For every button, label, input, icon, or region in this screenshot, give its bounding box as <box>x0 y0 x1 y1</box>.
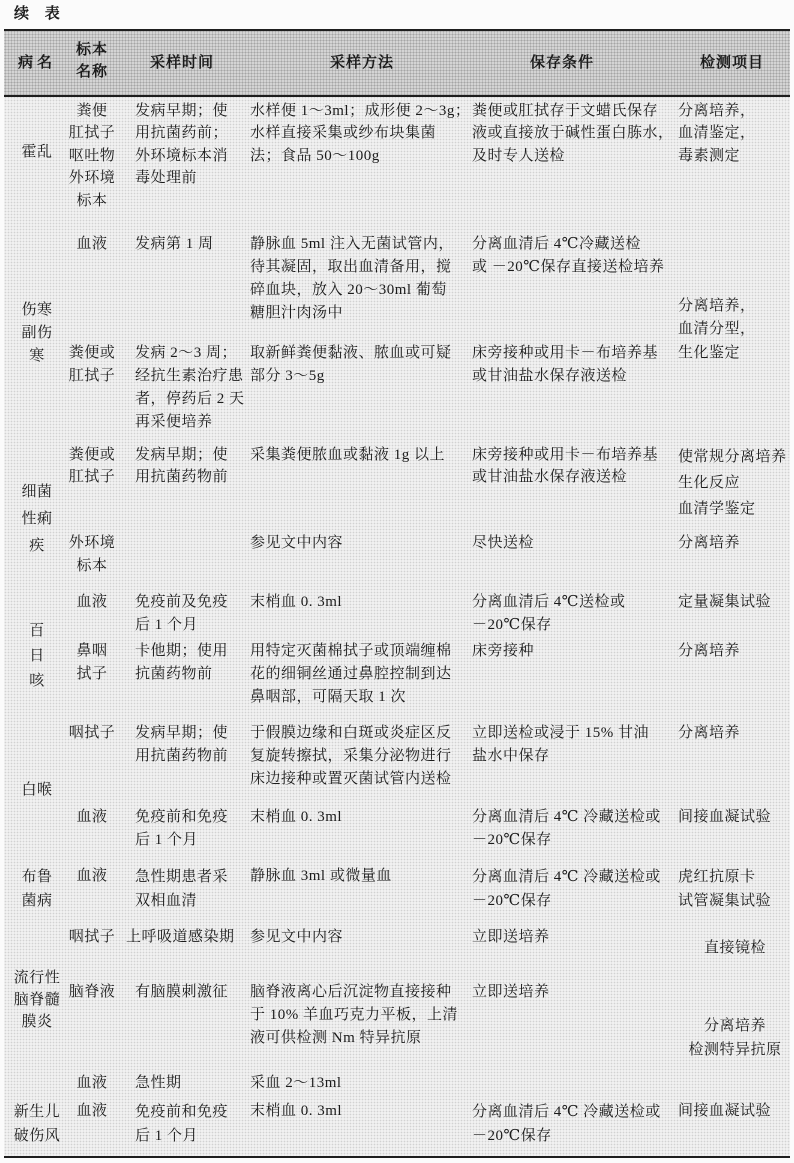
sampling-time-cell: 上呼吸道感染期 <box>126 928 235 945</box>
test-items-cell: 间接血凝试验 <box>678 808 772 825</box>
test-items-cell: 分离培养 <box>678 534 741 551</box>
storage-condition-cell: 分离血清后 4℃送检或 －20℃保存 <box>472 593 626 633</box>
sampling-method-cell: 静脉血 5ml 注入无菌试管内， 待其凝固，取出血清备用，搅 碎血块，放入 20～30ml 葡萄 糖胆汁肉汤中 <box>250 235 454 321</box>
sampling-method-cell: 水样便 1～3ml；成形便 2～3g； 水样直接采集或纱布块集菌 法；食品 50～100g <box>250 102 471 164</box>
storage-condition-cell: 分离血清后 4℃ 冷藏送检或 －20℃保存 <box>472 1103 661 1144</box>
specimen-cell: 粪便 肛拭子 呕吐物 外环境 标本 <box>68 102 116 209</box>
disease-name: 新生儿 破伤风 <box>13 1103 61 1144</box>
disease-name: 细菌 性痢 疾 <box>21 483 53 554</box>
specimen-cell: 粪便或 肛拭子 <box>68 446 116 485</box>
storage-condition-cell: 床旁接种或用卡－布培养基 或甘油盐水保存液送检 <box>472 446 659 485</box>
sampling-method-cell: 末梢血 0. 3ml <box>250 593 343 610</box>
bottom-rule <box>4 1156 790 1158</box>
sampling-method-cell: 静脉血 3ml 或微量血 <box>250 867 392 884</box>
sampling-time-cell: 发病早期；使 用抗菌药物前 <box>135 446 229 485</box>
sampling-time-cell: 发病早期；使 用抗菌药物前 <box>135 724 229 764</box>
test-items-cell: 使常规分离培养 生化反应 血清学鉴定 <box>678 448 787 517</box>
sampling-method-cell: 脑脊液离心后沉淀物直接接种 于 10% 羊血巧克力平板，上清 液可供检测 Nm 特异抗原 <box>250 983 458 1046</box>
sampling-time-cell: 有脑膜刺激征 <box>135 983 229 1000</box>
storage-condition-cell: 分离血清后 4℃ 冷藏送检或 －20℃保存 <box>472 868 661 909</box>
sampling-time-cell: 急性期患者采 双相血清 <box>135 868 229 909</box>
test-items-cell: 分离培养 检测特异抗原 <box>688 1017 782 1058</box>
sampling-method-cell: 采集粪便脓血或黏液 1g 以上 <box>250 446 446 463</box>
storage-condition-cell: 立即送培养 <box>472 983 550 1000</box>
disease-name: 伤寒 副伤 寒 <box>21 301 53 364</box>
specimen-cell: 鼻咽 拭子 <box>76 642 108 682</box>
specimen-cell: 血液 <box>76 1074 108 1091</box>
sampling-time-cell: 发病第 1 周 <box>135 235 214 252</box>
specimen-cell: 咽拭子 <box>68 724 116 741</box>
sampling-time-cell: 急性期 <box>135 1074 182 1091</box>
test-items-cell: 分离培养 <box>678 642 741 659</box>
storage-condition-cell: 立即送检或浸于 15% 甘油 盐水中保存 <box>472 724 649 764</box>
specimen-cell: 血液 <box>76 1102 108 1119</box>
disease-name: 白喉 <box>21 781 53 798</box>
storage-condition-cell: 立即送培养 <box>472 928 550 945</box>
sampling-time-cell: 免疫前和免疫 后 1 个月 <box>135 1103 229 1144</box>
sampling-method-cell: 末梢血 0. 3ml <box>250 1102 343 1119</box>
storage-condition-cell: 床旁接种或用卡－布培养基 或甘油盐水保存液送检 <box>472 344 659 384</box>
header-test-items: 检测项目 <box>700 55 765 71</box>
sampling-method-cell: 参见文中内容 <box>250 534 344 551</box>
sampling-time-cell: 免疫前及免疫 后 1 个月 <box>135 593 229 633</box>
table-caption: 续 表 <box>14 6 66 22</box>
sampling-time-cell: 卡他期；使用 抗菌药物前 <box>135 642 229 682</box>
test-items-cell: 分离培养， 血清鉴定， 毒素测定 <box>678 102 756 164</box>
sampling-method-cell: 于假膜边缘和白斑或炎症区反 复旋转擦拭，采集分泌物进行 床边接种或置灭菌试管内送检 <box>250 724 452 787</box>
test-items-cell: 分离培养， 血清分型， 生化鉴定 <box>678 297 756 361</box>
disease-name: 百 日 咳 <box>29 622 45 689</box>
specimen-cell: 血液 <box>76 235 108 252</box>
header-specimen: 标本 名称 <box>75 42 108 80</box>
sampling-method-cell: 用特定灭菌棉拭子或顶端缠棉 花的细铜丝通过鼻腔控制到达 鼻咽部，可隔天取 1 次 <box>250 642 452 705</box>
sampling-time-cell: 发病早期；使 用抗菌药前； 外环境标本消 毒处理前 <box>135 102 229 186</box>
test-items-cell: 分离培养 <box>678 724 741 741</box>
test-items-cell: 直接镜检 <box>703 939 766 956</box>
sampling-method-cell: 参见文中内容 <box>250 928 344 945</box>
specimen-cell: 血液 <box>76 593 108 610</box>
header-disease: 病名 <box>17 55 56 71</box>
storage-condition-cell: 分离血清后 4℃ 冷藏送检或 －20℃保存 <box>472 808 661 848</box>
header-sampling-time: 采样时间 <box>150 55 215 71</box>
disease-name: 流行性 脑脊髓 膜炎 <box>13 969 61 1030</box>
specimen-cell: 咽拭子 <box>68 928 116 945</box>
storage-condition-cell: 尽快送检 <box>472 534 535 551</box>
specimen-cell: 血液 <box>76 808 108 825</box>
header-sampling-method: 采样方法 <box>330 55 395 71</box>
top-rule <box>4 29 790 31</box>
disease-name: 布鲁 菌病 <box>21 868 53 909</box>
header-rule <box>4 95 790 97</box>
test-items-cell: 虎红抗原卡 试管凝集试验 <box>678 868 772 909</box>
sampling-method-cell: 采血 2～13ml <box>250 1074 342 1091</box>
header-storage-condition: 保存条件 <box>530 55 595 71</box>
specimen-cell: 外环境 标本 <box>68 534 116 574</box>
sampling-time-cell: 免疫前和免疫 后 1 个月 <box>135 808 229 848</box>
test-items-cell: 定量凝集试验 <box>678 593 772 610</box>
sampling-method-cell: 取新鲜粪便黏液、脓血或可疑 部分 3～5g <box>250 344 452 384</box>
disease-name: 霍乱 <box>21 143 53 160</box>
test-items-cell: 间接血凝试验 <box>678 1102 772 1119</box>
specimen-cell: 粪便或 肛拭子 <box>68 344 116 384</box>
sampling-time-cell: 发病 2～3 周； 经抗生素治疗患 者，停药后 2 天 再采便培养 <box>135 344 245 430</box>
table-header <box>4 30 790 95</box>
specimen-cell: 脑脊液 <box>68 983 116 1000</box>
storage-condition-cell: 床旁接种 <box>472 642 535 659</box>
storage-condition-cell: 分离血清后 4℃冷藏送检 或 －20℃保存直接送检培养 <box>472 235 665 275</box>
specimen-cell: 血液 <box>76 867 108 884</box>
sampling-method-cell: 末梢血 0. 3ml <box>250 808 343 825</box>
storage-condition-cell: 粪便或肛拭存于文蜡氏保存 液或直接放于碱性蛋白胨水， 及时专人送检 <box>472 102 674 164</box>
